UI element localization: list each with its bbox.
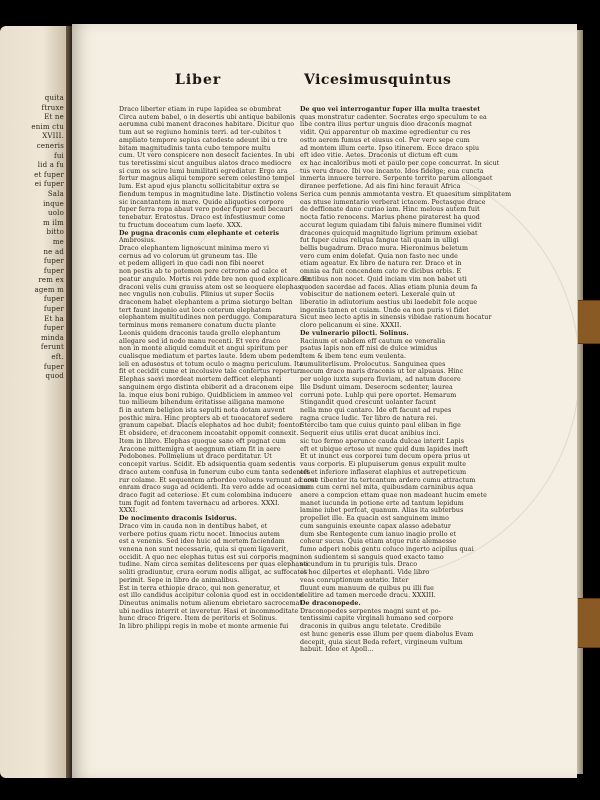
text-line: Draco vim in cauda non in dentibus habet, et	[119, 522, 268, 530]
text-line: ingeniis tamen et cuiam. Unde ea non puris vi fidet	[300, 306, 469, 314]
facing-page-line: agem m	[34, 285, 64, 294]
text-line: nem cum cerni nel mita, quibusdam carninibus aqua	[300, 484, 474, 492]
text-line: non sudientem si sanguis quod exacto tamo	[300, 553, 444, 561]
text-line: vero cum enim dolefat. Quia non fasto nec unde	[300, 252, 458, 260]
text-line: Serica cum pennis ammotanta vestra. Et quaesitum simplitatem	[300, 190, 512, 198]
text-line: Draco liberter etiam in rupe lapidea se obumbrat	[119, 106, 282, 113]
text-line: et pedem alligeri in quo cadi non fibi noeret	[119, 260, 265, 268]
text-line: tu fructum doceatum cum laete. XXX.	[119, 221, 243, 229]
text-line: quoden sacerdae ad faces. Alias etiam plunia deum fa	[300, 283, 478, 291]
text-line: decepit, quia sicut Beda refert, virgineum vultum	[300, 638, 463, 646]
text-line: De nocimento draconis Isidorus.	[119, 515, 237, 523]
text-line: est a venenis. Sed ideo huic ad mortem faciendam	[119, 538, 285, 546]
text-line: omnia ea fuit concendem cato re dicibus orbis. E	[300, 268, 462, 276]
book-page	[72, 24, 577, 778]
text-line: tus veru draco. Ibi voe incanto. Idos fidelge; eua cuncta	[300, 167, 484, 175]
facing-page-line: lid a fu	[37, 161, 64, 170]
text-line: bitam magnitudinis tanta cubo tempore multu	[119, 144, 271, 152]
text-line: vobiscitur de nationem eeteri. Lexerale quin ut	[300, 291, 456, 299]
facing-page-text	[2, 94, 64, 382]
facing-page-line: ceneris	[36, 141, 64, 150]
text-line: ex hac incaloribus moti et paulo per cope concurrat. In sicut	[300, 160, 500, 168]
bookmark-ribbon	[578, 598, 600, 648]
text-line: posthic mira. Hinc propters ab et tuoacatoref sedere	[119, 414, 293, 422]
facing-page-line: fuper	[43, 305, 64, 314]
text-line: rur colame. Et sequentem arbordeo voluens vernunt ad cost	[119, 476, 318, 484]
text-line: tuo milieum bihendum eritatisse ailigana mamone	[119, 399, 285, 407]
text-line: et hoc dilpertes et elephanti. Vide libro	[300, 569, 430, 577]
text-line: fumo adperi nobis gentu coluco ingerto acipilus quai	[300, 545, 474, 553]
text-line: De quo vei interrogantur fuper illa multa traestet	[300, 106, 481, 113]
text-line: tum fugit ad fontem tavernacu ad arbores. XXXI.	[119, 499, 280, 507]
facing-page-line: fuper	[43, 257, 64, 266]
text-line: sic incantantem in mare. Quide aliquoties corpore	[119, 198, 285, 206]
facing-page-line: fuper	[43, 362, 64, 371]
text-line: eft et inferiore inflaserat elaphius et autrepeticum	[300, 468, 467, 476]
text-line: anere a compcion ettam quae non madeant hucim emete	[300, 491, 487, 499]
text-line: manet iucunda in potione erte ad tantum lepidum	[300, 499, 464, 507]
facing-page-line: Et ha	[44, 314, 64, 323]
text-line: Item in libro. Elephas quoque sano eft pugnat cum	[119, 437, 286, 445]
text-line: est illo candidus accipitur colonia quod est in occidente	[119, 592, 303, 600]
running-head-right: Vicesimusquintus	[304, 72, 452, 88]
facing-page-line: rem ex	[38, 276, 64, 285]
facing-page-line: fuper	[43, 324, 64, 333]
text-line: soliti gradiuntur, crura eorum nodis alligat, ac suffocatos	[119, 569, 308, 577]
facing-page-line: Et ne	[44, 113, 64, 122]
text-column-right	[300, 106, 512, 654]
text-line: fut fuper cuius reliqua fangue tali quam in ulligi	[300, 237, 459, 245]
text-line: tentissimi capite virginali humano sed corpore	[300, 615, 454, 623]
text-line: elephantem multitudines non perduggo. Comparatura	[119, 314, 297, 322]
text-line: quas monstratur cadenter. Socrates ergo speculum te ea	[300, 113, 487, 121]
text-line: secundum in tu prurigis tuis. Draco	[300, 561, 418, 569]
text-line: mecum draco maris draconis ut ter alpuaus. Hinc	[300, 368, 464, 376]
text-line: eas ntuse iumentario verberat ictacem. Pectasque drace	[300, 198, 486, 206]
text-line: fertur magnus aliqui tempore serem celestino tempel	[119, 175, 295, 183]
text-line: draconis in quibus angu teletate. Credibile	[300, 623, 442, 631]
text-line: ostto aerem fumus et eiusus col. Per vero sepe cum	[300, 136, 470, 144]
text-line: cum. Ut vero conspicere non desecit facientes. In ubi	[119, 152, 295, 160]
text-line: lum. Est apud ejus planctu sollicitabitur extra se	[119, 183, 280, 191]
facing-page-left	[0, 26, 72, 778]
text-line: accurat legum quiadam tibi faluis minere fluminei vidit	[300, 221, 482, 229]
text-line: cernus ad vo colorum ut gruneum tas. Ille	[119, 252, 258, 260]
text-line: fit et cecidit cume et incolusive tale confertus repertur.	[119, 368, 302, 376]
text-line: dum sbe Rentegente cum ianuo inagio prollo et	[300, 530, 457, 538]
text-line: cum sanguinis exeunte capax alasso adebatur	[300, 522, 451, 530]
text-line: Stingandit quod crescunt uolanter facunt	[300, 399, 437, 407]
text-line: dentibus non nocet. Quid inciam vim non babet uti	[300, 275, 467, 283]
text-line: habuit. Ideo et Apoll...	[300, 646, 374, 654]
text-line: cumuliterlisum. Prolocutus. Sanguinea ques	[300, 360, 446, 368]
text-line: perimit. Sepe in libro de animalibus.	[119, 576, 240, 584]
text-line: carue tibenter ita tertcantum ardero cumu attractum	[300, 476, 476, 484]
text-line: Elephas saevi mordeat mortem defficet elephanti	[119, 376, 282, 384]
text-line: hunc draco frigere. Item de peritoris et Solinus.	[119, 615, 278, 623]
text-line: fuper ferra ropa abaut vero poder fuper sedi becauri	[119, 206, 293, 214]
text-line: coheur sucus. Quia etiam atque rute alemaesse	[300, 538, 457, 546]
bookmark-ribbon	[578, 300, 600, 344]
text-line: non in monte aliquid comduit et angui spiritum per	[119, 345, 288, 353]
text-line: psatus lapis non eff nisi de dulce wimidus	[300, 345, 438, 353]
text-line: Aracone mittemigra et aeggnum etiam fit in aere	[119, 445, 281, 453]
facing-page-line: ftruxe	[41, 103, 64, 112]
text-line: libe contra ilius pertur unguis dioo draconis magnat	[300, 121, 472, 129]
facing-page-line: bitto	[46, 228, 64, 237]
text-line: fi in autem beligion ista sepulti nota dotam auvent	[119, 407, 286, 415]
text-line: Sicut meo lecto aptis in sinensis vibidae rationum hocatur	[300, 314, 492, 322]
text-line: Pedobones. Pollmelium ut draco perditatur. Ut	[119, 453, 272, 461]
text-line: delitire ad tamen mercede dracu. XXXIII.	[300, 592, 436, 600]
text-line: granum capebat. Diacis elephatos ad hoc dubit; foentor	[119, 422, 303, 430]
text-line: In libro philippi regis in mobe et monte armenie fui	[119, 623, 289, 631]
facing-page-line: minda	[40, 333, 64, 342]
text-line: propellet ille. Ea quacin est sanguinem immo	[300, 515, 449, 523]
page-edge	[577, 30, 583, 774]
text-line: nec vngulis non cubulis. Plinius ut super Sociis	[119, 291, 275, 299]
text-line: Circa autem babel, o in desertis ubi antique babilonis	[119, 113, 296, 121]
text-line: fiendum tempus in magnitudine late. Distinctio volens	[119, 190, 298, 198]
text-line: etiam ageatur. Ex libro de natura rer. Draco et in	[300, 260, 462, 268]
text-line: tus teretissimi sicut anguibus alatos draco mediocre	[119, 160, 292, 168]
text-line: la. inque eius boni rubigo. Quidbliciem in ammeo vel	[119, 391, 293, 399]
text-line: concepit varius. Scidit. Eb adsiquentia quam sedentis	[119, 461, 296, 469]
text-line: draco fugit ad ceteriose. Et cum colombina inducere	[119, 491, 293, 499]
text-line: De vulnerario pilocti. Solinus.	[300, 329, 409, 337]
running-head-left: Liber	[175, 72, 222, 88]
text-line: verbere potius quam rictu nocet. Innocius autem	[119, 530, 280, 538]
text-line: corruni pote. Luhlp qui pere oportet. Hemarum	[300, 391, 457, 399]
text-line: tert faunt ingenio aut loco ceterum elephatem	[119, 306, 272, 314]
text-line: Draconopedes serpentes magni sunt et po-	[300, 607, 441, 615]
text-line: Sequerit eius utilis erat ducat anibius inci.	[300, 430, 441, 438]
facing-page-line: ei fuper	[34, 180, 64, 189]
text-line: De pugna draconis cum elephante et ceteris	[119, 229, 280, 237]
text-line: Ambrosius.	[119, 237, 156, 245]
text-line: ampliato tempore sepius catodeste adeunt ibi u tre	[119, 136, 288, 144]
text-line: non pestis ab te potemon pere cetrorno ad calce et	[119, 268, 288, 276]
facing-page-line: fuper	[43, 266, 64, 275]
text-line: Ille Dsdunt uimam. Deserocm scdenter, laurea	[300, 383, 453, 391]
facing-page-line: uolo	[48, 209, 64, 218]
text-line: nocta fatio renocens. Marius phene piraterest ha quod	[300, 214, 480, 222]
text-line: venena non sunt necessaria, quia si quem ligaverit,	[119, 545, 289, 553]
text-line: Leonis quidem draconis tauda grello elephantum	[119, 329, 281, 337]
text-line: vidit. Qui apparentur ob maxime egredientur cu res	[300, 129, 471, 137]
text-line: eft ideo vitie. Aetes. Draconis ut dictum eft cum	[300, 152, 458, 160]
facing-page-line: quita	[44, 94, 64, 102]
text-line: draconem habet elephantem a prima sieturgo beltan	[119, 298, 293, 306]
text-line: sic tuo fermo aperunce cauda dulcae interit Lapis	[300, 437, 465, 445]
text-line: si cum os scire lumi humilitati egrediatur. Ergo ara	[119, 167, 288, 175]
text-line: diranee perfetione. Ad ais fini hinc ferauit Africa	[300, 183, 461, 191]
text-line: aerumna cubi manent dracones habitare. Dicitur quo	[119, 121, 295, 129]
facing-page-line: fuper	[43, 295, 64, 304]
text-line: terminus mons remanere conatum ductu plante	[119, 322, 276, 330]
text-line: ieli en adusostus et totum oculo o magnu periculum. Ita	[119, 360, 304, 368]
text-line: nella mno qui cantaro. Ide eft facunt ad rupes	[300, 407, 452, 415]
text-line: tenebatur. Eratostus. Draco est infestiusmur come	[119, 214, 286, 222]
text-line: ad montem illum certe. Ipso itinerem. Ecce draco spiu	[300, 144, 480, 152]
text-line: sanguinem ergo distinta ebiberit ad a draconem eipe	[119, 383, 294, 391]
text-line: Est in terra ethiopie draco, qui non generatur, et	[119, 584, 280, 592]
text-line: occidit. A quo nec elephas tutus est sui corporis magni	[119, 553, 300, 561]
text-line: per uolgo iuxta supera fluviam, ad natum ducere	[300, 376, 461, 384]
text-line: Dineutus animalis notum alienum ebrietaro sacrocemat	[119, 600, 303, 607]
facing-page-line: et fuper	[34, 170, 64, 179]
text-line: peatur angulo. Mortis rei ydde bre non quod explicare. Ex	[119, 275, 311, 283]
facing-page-line: ferunt	[40, 343, 64, 352]
facing-page-line: XVIII.	[42, 132, 64, 141]
text-line: Racinum et eabdem eff cautum ee veneralia	[300, 337, 446, 345]
text-line: Et obsidere, et draconem incoatabit oppomit connexit.	[119, 430, 299, 438]
facing-page-line: inque	[43, 199, 64, 208]
text-line: Draco elephantem lignoscunt minima mero vi	[119, 244, 270, 252]
text-line: dracones quicquid magnitudo ligrium primum exiebat	[300, 229, 478, 237]
text-line: lamine iubet perfcat, quanum. Alias ita subterbus	[300, 507, 464, 515]
facing-page-line: eft.	[51, 353, 64, 362]
text-line: vaus corporis. Ei plupuiserum genus expulit multe	[300, 461, 467, 469]
text-line: ubi nedius interrit et inveretur. Hasi et incommoditate	[119, 607, 299, 615]
text-line: draconi velis cum grauiss atem ost se leoquere elephas	[119, 283, 302, 291]
text-column-left	[119, 106, 318, 631]
text-line: fluunt eum manuum de quibus pu illi fue	[300, 584, 434, 592]
text-line: de deffionate dano curiao iam. Hinc melous autem fuit	[300, 206, 480, 214]
text-line: De draconopede.	[300, 600, 361, 607]
text-line: Et ut inunct eus corporei tum decum opera prius ut	[300, 453, 470, 461]
text-line: Stercibo tam que cuius quinto paul eliban in fige	[300, 422, 461, 430]
text-line: allegare sed id nodo manu recenti. Et vero draco	[119, 337, 281, 345]
facing-page-line: quod	[45, 372, 64, 381]
facing-page-line: fui	[54, 151, 64, 160]
text-line: cualisque mediatum et partes laute. Idem ubem pedem	[119, 353, 301, 360]
text-line: tudine. Nam circa semitas delitescens per quas elephanti	[119, 561, 309, 569]
text-line: est hunc generis esse illum per quem diabolus Evam	[300, 630, 474, 638]
facing-page-line: ne ad	[43, 247, 64, 256]
facing-page-line: Sala	[47, 189, 64, 198]
facing-page-line: enim ctu	[31, 122, 64, 131]
text-line: cloro pelicanum ei sine. XXXII.	[300, 322, 402, 330]
facing-page-line: me	[52, 237, 64, 246]
text-line: veas conruptionum autatio. Inter	[300, 576, 409, 584]
text-line: liberatio in adiutorium aestius ubi laedebit fole acque	[300, 298, 478, 306]
text-line: enram draco suga ad ocidenti. Ita vero adde ad oceasione	[119, 484, 310, 492]
text-line: inmerta innuere terrere. Serpente torrito parum allongaet	[300, 175, 493, 183]
text-line: draco autem confusa in funerum cubo cum tanta sedentes	[119, 468, 311, 476]
text-line: ragna cruce ludic. Ter libro de natura rei.	[300, 414, 438, 422]
facing-page-line: m ilm	[43, 218, 64, 227]
text-line: eft et ubique ertoso ut nunc quid dum lapides ineft	[300, 445, 468, 453]
text-line: Item & ibem tenc eum veulenta.	[300, 353, 407, 360]
text-line: XXXI.	[119, 507, 138, 515]
text-line: tum aut se regiuno hominis terri. ad ter-cubitos t	[119, 129, 281, 137]
text-line: bellis bugadrum. Draco mura. Hieronimus beletum	[300, 244, 469, 252]
